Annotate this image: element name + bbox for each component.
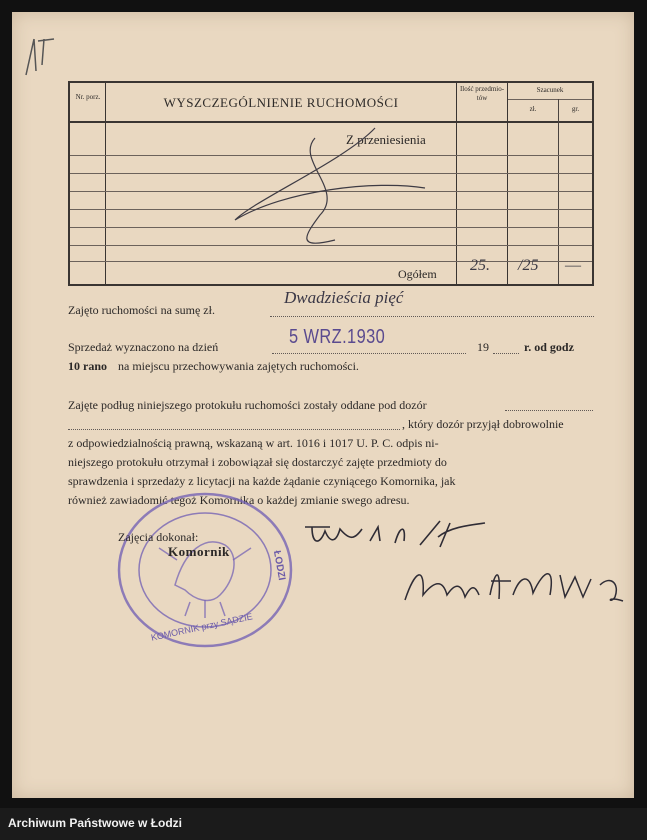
col-divider: [105, 83, 106, 284]
total-gr-value: /25: [518, 257, 539, 274]
officer-title: Komornik: [168, 544, 230, 559]
sale-place-text: na miejscu przechowywania zajętych ruchomości.: [118, 359, 359, 373]
custody-text-line: niejszego protokułu otrzymał i zobowiązał się dostarczyć zajęte przedmioty do: [68, 455, 447, 469]
custody-text-line: , który dozór przyjął dobrowolnie: [402, 417, 564, 431]
sale-date-stamp: 5 WRZ.1930: [289, 326, 386, 348]
col-header-qty: Ilość przedmio-tów: [459, 85, 505, 102]
custody-text-line: Zajęte podług niniejszego protokułu ruchomości zostały oddane pod dozór: [68, 398, 427, 412]
col-header-gr: gr.: [571, 105, 580, 113]
total-dash: —: [565, 257, 581, 274]
sale-year-prefix: 19: [477, 340, 489, 354]
performed-by-label: Zajęcia dokonał:: [118, 530, 199, 544]
archive-name: Archiwum Państwowe w Łodzi: [8, 816, 183, 830]
custody-text-line: również zawiadomić tegoż Komornika o każdej zmianie swego adresu.: [68, 493, 410, 507]
col-divider: [507, 83, 508, 284]
col-header-zl: zł.: [529, 105, 537, 113]
dotted-fill-line: [272, 353, 466, 354]
seized-sum-label: Zajęto ruchomości na sumę zł.: [68, 303, 215, 317]
cancel-scribble: [225, 120, 455, 270]
dotted-fill-line: [505, 410, 593, 411]
dotted-fill-line: [270, 316, 594, 317]
carry-over-label: Z przeniesienia: [346, 132, 426, 147]
dotted-fill-line: [493, 353, 519, 354]
stamp-inscription: KOMORNIK przy SĄDZIE: [150, 611, 254, 643]
sale-hour: 10 rano: [68, 359, 107, 373]
total-zl-value: 25.: [470, 257, 490, 274]
col-divider: [456, 83, 457, 284]
bailiff-signature: [300, 515, 490, 555]
sale-date-label: Sprzedaż wyznaczono na dzień: [68, 340, 219, 354]
stamp-city: ŁODZI: [270, 549, 288, 582]
custody-text-line: sprawdzenia i sprzedaży z licytacji na każde żądanie czyniącego Komornika, jak: [68, 474, 456, 488]
corner-pencil-mark: [20, 35, 60, 80]
total-label: Ogółem: [398, 267, 437, 281]
value-subheader-line: [508, 99, 592, 100]
seized-amount-handwriting: Dwadzieścia pięć: [284, 288, 404, 307]
col-header-title: WYSZCZEGÓLNIENIE RUCHOMOŚCI: [163, 95, 399, 110]
archive-footer: [0, 808, 647, 840]
col-header-value: Szacunek: [536, 86, 564, 94]
dotted-fill-line: [68, 429, 400, 430]
witness-signature: [395, 555, 635, 615]
col-header-nr: Nr. porz.: [75, 93, 101, 101]
custody-text-line: z odpowiedzialnością prawną, wskazaną w art. 1016 i 1017 U. P. C. odpis ni-: [68, 436, 439, 450]
sale-time-label: r. od godz: [524, 340, 574, 354]
